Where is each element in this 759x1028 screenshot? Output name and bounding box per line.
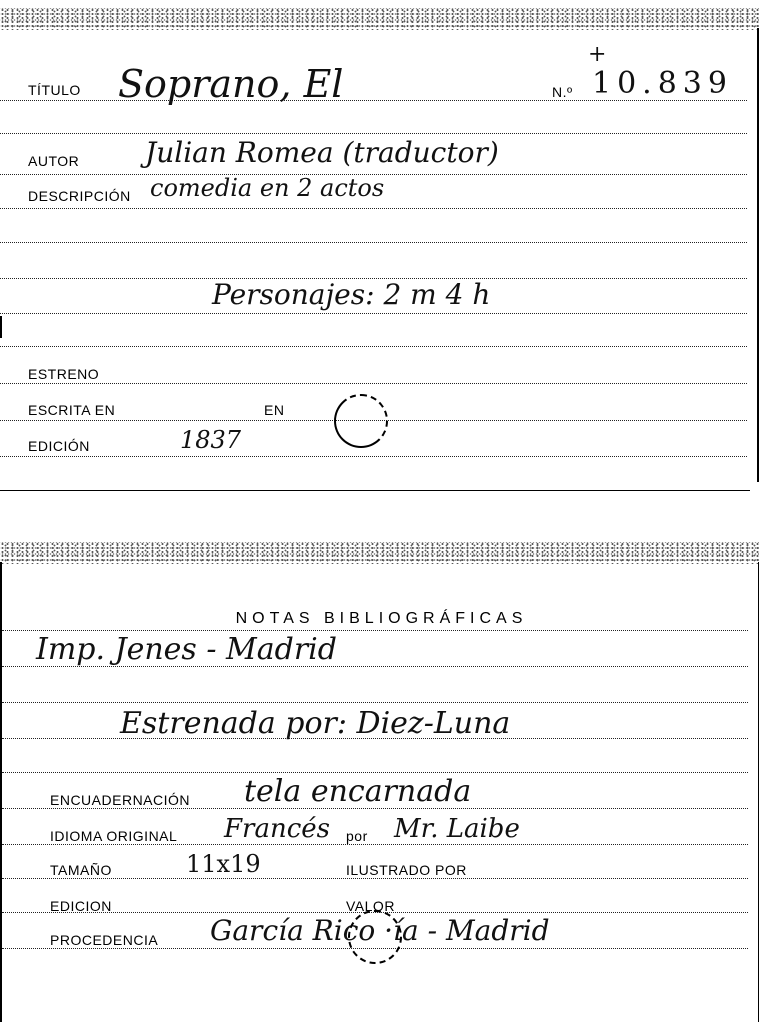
- card-top-torn-edge: [0, 8, 759, 30]
- encuadernacion-label: ENCUADERNACIÓN: [50, 792, 191, 808]
- descripcion-value: comedia en 2 actos: [150, 174, 385, 202]
- titulo-value: Soprano, El: [118, 62, 344, 106]
- punch-hole: [348, 910, 402, 964]
- escrita-en-label: ESCRITA EN: [28, 402, 116, 418]
- card-top-bottom-edge: [0, 490, 750, 491]
- numero-label: N.º: [552, 84, 573, 100]
- personajes-value: Personajes: 2 m 4 h: [212, 278, 491, 311]
- catalog-card-top: [0, 28, 759, 482]
- idioma-original-label: IDIOMA ORIGINAL: [50, 828, 178, 844]
- rule-line: [2, 844, 748, 845]
- rule-line: [0, 242, 747, 243]
- rule-line: [0, 208, 747, 209]
- rule-line: [0, 133, 747, 134]
- por-label: por: [346, 828, 368, 844]
- procedencia-label: PROCEDENCIA: [50, 932, 159, 948]
- titulo-label: TÍTULO: [28, 82, 81, 98]
- autor-value: Julian Romea (traductor): [145, 136, 499, 169]
- card-bottom-torn-edge: [0, 542, 759, 564]
- tamano-label: TAMAÑO: [50, 862, 112, 878]
- descripcion-label: DESCRIPCIÓN: [28, 188, 131, 204]
- note-line-1: Imp. Jenes - Madrid: [36, 632, 337, 667]
- rule-line: [2, 772, 748, 773]
- procedencia-value: García Rico ·ía - Madrid: [210, 914, 550, 947]
- punch-hole: [334, 394, 388, 448]
- traductor-original-value: Mr. Laibe: [394, 814, 520, 844]
- idioma-original-value: Francés: [224, 814, 331, 844]
- rule-line: [0, 313, 747, 314]
- tamano-value: 11x19: [186, 850, 261, 878]
- ilustrado-por-label: ILUSTRADO POR: [346, 862, 467, 878]
- rule-line: [0, 456, 747, 457]
- rule-line: [0, 346, 747, 347]
- edicion-label: EDICIÓN: [28, 438, 90, 454]
- autor-label: AUTOR: [28, 153, 80, 169]
- left-edge-mark: [0, 316, 2, 338]
- numero-value: 10.839: [592, 66, 733, 101]
- numero-mark: +: [588, 42, 607, 67]
- rule-line: [0, 383, 747, 384]
- estreno-label: ESTRENO: [28, 366, 100, 382]
- rule-line: [2, 630, 748, 631]
- notas-heading: NOTAS BIBLIOGRÁFICAS: [235, 610, 528, 627]
- catalog-card-bottom: [0, 562, 759, 1022]
- rule-line: [2, 878, 748, 879]
- edicion-bottom-label: EDICION: [50, 898, 112, 914]
- encuadernacion-value: tela encarnada: [244, 774, 472, 809]
- en-label: EN: [264, 402, 285, 418]
- edicion-value: 1837: [180, 426, 242, 454]
- rule-line: [2, 702, 748, 703]
- valor-label: VALOR: [346, 898, 395, 914]
- note-line-2: Estrenada por: Diez-Luna: [120, 706, 511, 741]
